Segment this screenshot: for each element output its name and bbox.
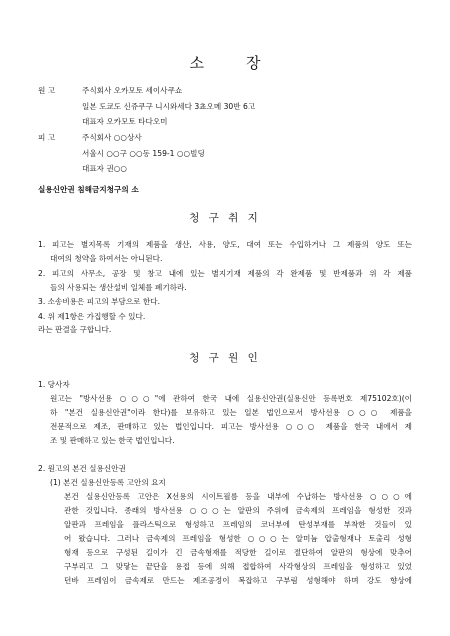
grounds-s1-line-2: 하 "본건 실용신안권"이라 한다)를 보유하고 있는 일본 법인으로서 방사선용 ○○○ 제품을 <box>50 408 412 417</box>
grounds-s2-line-2: 관한 것입니다. 종래의 방사선용 ○○○는 알판의 주위에 금속제의 프레임을 형성한 것과 <box>64 506 412 515</box>
claim-conclusion: 라는 판결을 구합니다. <box>38 325 112 334</box>
claim-item-4: 4. 위 제1항은 가집행할 수 있다. <box>38 312 146 321</box>
grounds-section-2-subtitle: (1) 본건 실용신안등록 고안의 요지 <box>50 478 166 487</box>
claims-heading: 청 구 취 지 <box>189 212 261 224</box>
grounds-s2-line-5: 형재 등으로 구성된 길이가 긴 금속형재를 적당한 길이로 절단하여 알판의 형상에 맞추어 <box>64 548 412 557</box>
defendant-name: 주식회사 ○○상사 <box>82 133 142 142</box>
claim-item-3: 3. 소송비용은 피고의 부담으로 한다. <box>38 297 161 306</box>
grounds-s2-line-7: 던바 프레임이 금속제로 만드는 제조공정이 복잡하고 구부림 성형해야 하며 강도 향상에 <box>64 576 412 585</box>
document-title <box>0 52 450 73</box>
defendant-representative: 대표자 권○○ <box>82 164 128 173</box>
grounds-s1-line-4: 조 및 판매하고 있는 한국 법인입니다. <box>50 436 175 445</box>
claim-item-2: 2. 피고의 사무소, 공장 및 창고 내에 있는 별지기재 제품의 각 완제품 및 반제품과 위 각 제품 <box>38 269 412 278</box>
plaintiff-name: 주식회사 오카모토 세이사쿠쇼 <box>82 86 183 95</box>
plaintiff-label: 원 고 <box>38 86 56 95</box>
grounds-section-2-title: 2. 원고의 본건 실용신안권 <box>38 464 126 473</box>
grounds-heading: 청 구 원 인 <box>189 352 261 364</box>
defendant-label: 피 고 <box>38 133 56 142</box>
case-name: 실용신안권 침해금지청구의 소 <box>38 185 139 194</box>
claim-item-2-cont: 들의 사용되는 생산설비 일체를 폐기하라. <box>50 283 187 292</box>
grounds-s2-line-6: 구부리고 그 맞닿는 끝단을 용접 등에 의해 접합하여 사각형상의 프레임을 형성하고 있었 <box>64 562 412 571</box>
plaintiff-representative: 대표자 오카모토 타다오미 <box>82 117 168 126</box>
grounds-section-1-title: 1. 당사자 <box>38 380 70 389</box>
claim-item-1: 1. 피고는 별지목록 기재의 제품을 생산, 사용, 양도, 대여 또는 수입하거나 그 제품의 양도 또는 <box>38 240 412 249</box>
grounds-s1-line-1: 원고는 "방사선용 ○○○"에 관하여 한국 내에 실용신안권(실용신안 등록번호 제75102호)(이 <box>50 394 412 403</box>
title-char-1: 소 <box>189 54 204 72</box>
claim-item-1-cont: 대여의 청약을 하여서는 아니된다. <box>50 254 163 263</box>
grounds-s1-line-3: 전문적으로 제조, 판매하고 있는 법인입니다. 피고는 방사선용 ○○○ 제품을 한국 내에서 제 <box>50 422 412 431</box>
grounds-s2-line-4: 어 왔습니다. 그러나 금속제의 프레임을 형성한 ○○○는 알미늄 압출형재나 토출리 성형 <box>64 534 412 543</box>
plaintiff-address: 일본 도쿄도 신쥬쿠구 니시와세다 3쵸오메 30반 6고 <box>82 102 256 111</box>
grounds-s2-line-1: 본건 실용신안등록 고안은 X선용의 시이트필름 등을 내부에 수납하는 방사선용 ○○○에 <box>64 492 412 501</box>
grounds-s2-line-3: 알판과 프레임을 플라스틱으로 형성하고 프레임의 코너부에 탄성부재를 부착한 것들이 있 <box>64 520 412 529</box>
defendant-address: 서울시 ○○구 ○○동 159-1 ○○빌딩 <box>82 149 205 158</box>
title-char-2: 장 <box>246 54 261 72</box>
